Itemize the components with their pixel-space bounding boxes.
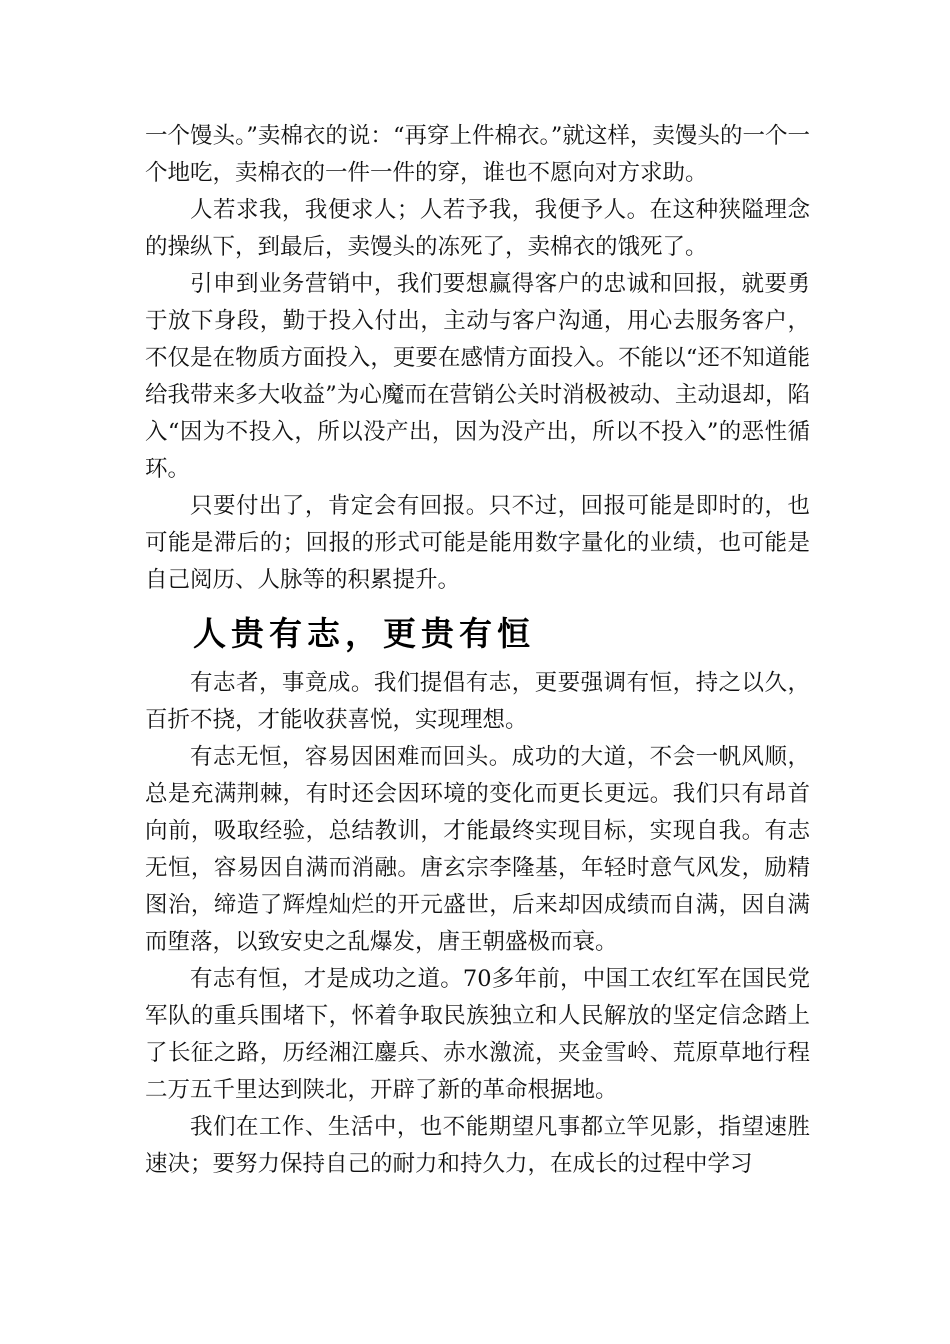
paragraph-6: 有志无恒，容易因困难而回头。成功的大道，不会一帆风顺，总是充满荆棘，有时还会因环境的变化而更长更远。我们只有昂首向前，吸取经验，总结教训，才能最终实现目标，实现自我。有志无恒，容易因自满而消融。唐玄宗李隆基，年轻时意气风发，励精图治，缔造了辉煌灿烂的开元盛世，后来却因成绩而自满，因自满而堕落，以致安史之乱爆发，唐王朝盛极而衰。 xyxy=(145,744,810,955)
paragraph-2: 人若求我，我便求人；人若予我，我便予人。在这种狭隘理念的操纵下，到最后，卖馒头的冻死了，卖棉衣的饿死了。 xyxy=(145,197,810,260)
section-heading: 人贵有志，更贵有恒 xyxy=(193,614,535,653)
paragraph-8: 我们在工作、生活中，也不能期望凡事都立竿见影，指望速胜速决；要努力保持自己的耐力和持久力，在成长的过程中学习 xyxy=(145,1114,810,1177)
paragraph-1: 一个馒头。”卖棉衣的说：“再穿上件棉衣。”就这样，卖馒头的一个一个地吃，卖棉衣的一件一件的穿，谁也不愿向对方求助。 xyxy=(145,123,810,186)
paragraph-4: 只要付出了，肯定会有回报。只不过，回报可能是即时的，也可能是滞后的；回报的形式可能是能用数字量化的业绩，也可能是自己阅历、人脉等的积累提升。 xyxy=(145,493,810,593)
paragraph-3: 引申到业务营销中，我们要想赢得客户的忠诚和回报，就要勇于放下身段，勤于投入付出，主动与客户沟通，用心去服务客户，不仅是在物质方面投入，更要在感情方面投入。不能以“还不知道能给我带来多大收益”为心魔而在营销公关时消极被动、主动退却，陷入“因为不投入，所以没产出，因为没产出，所以不投入”的恶性循环。 xyxy=(145,271,810,482)
document-page xyxy=(145,118,810,1183)
paragraph-5: 有志者，事竟成。我们提倡有志，更要强调有恒，持之以久，百折不挠，才能收获喜悦，实现理想。 xyxy=(145,670,810,733)
paragraph-7: 有志有恒，才是成功之道。70多年前，中国工农红军在国民党军队的重兵围堵下，怀着争取民族独立和人民解放的坚定信念踏上了长征之路，历经湘江鏖兵、赤水激流，夹金雪岭、荒原草地行程二万五千里达到陕北，开辟了新的革命根据地。 xyxy=(145,966,810,1103)
